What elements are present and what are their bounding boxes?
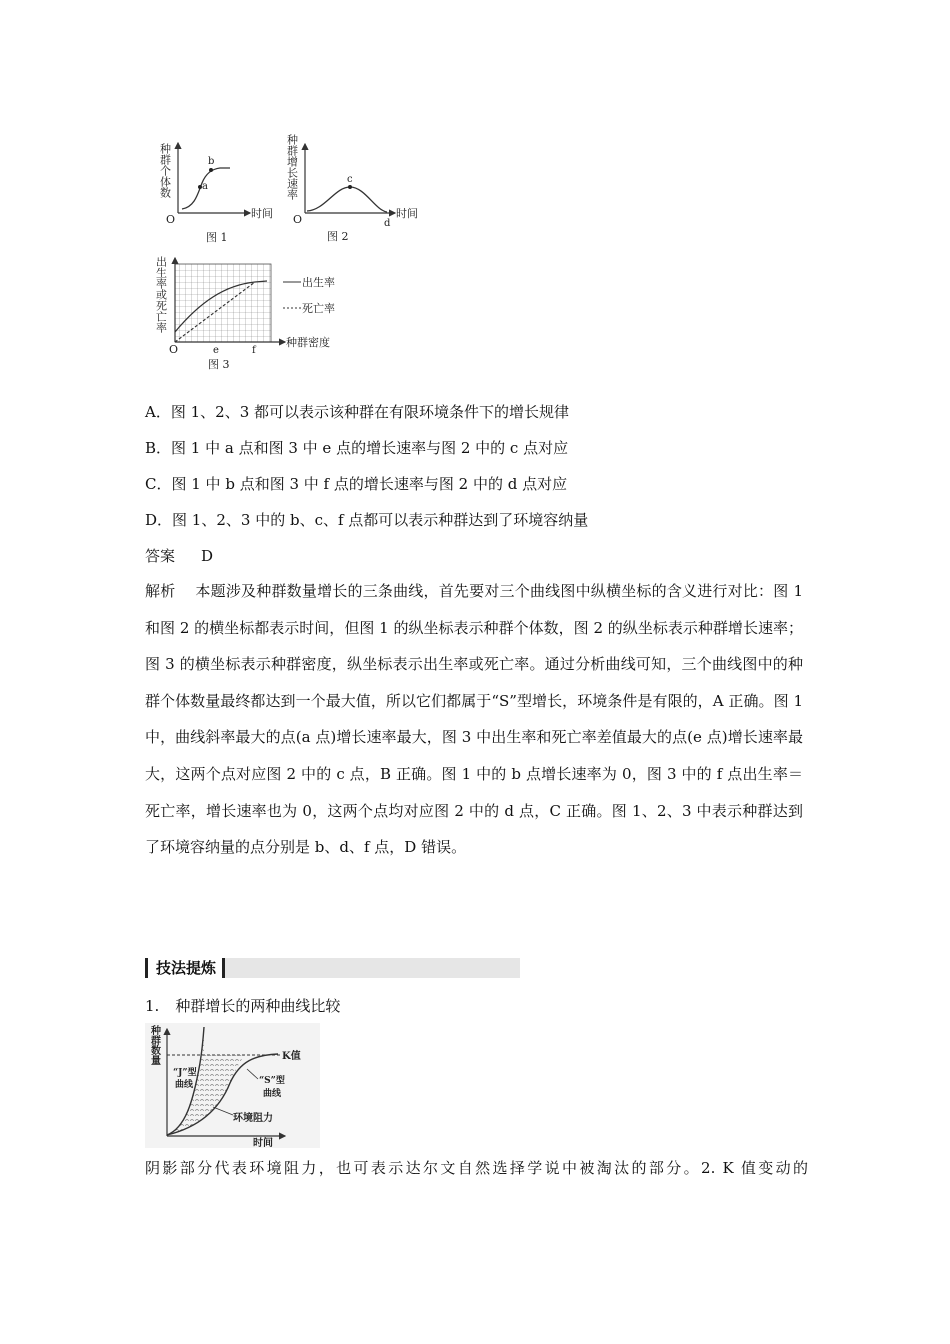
fig2-point-d: d [384,218,391,229]
option-a: A．图 1、2、3 都可以表示该种群在有限环境条件下的增长规律 [145,403,570,421]
answer [145,545,213,566]
figure-3 [155,252,355,374]
svg-text:a: a [202,181,208,192]
fig3-legend-birth: 出生率 [302,276,335,289]
figure-2 [280,130,430,245]
option-c: C．图 1 中 b 点和图 3 中 f 点的增长速率与图 2 中的 d 点对应 [145,475,568,493]
fig3-legend-death: 死亡率 [302,302,335,315]
bottom-paragraph: 阴影部分代表环境阻力，也可表示达尔文自然选择学说中被淘汰的部分。2. K 值变动的 [145,1159,808,1177]
fig3-grid [175,264,271,342]
fig1-y-label: 种群个体数 [158,143,172,198]
fig1-origin: O [166,213,176,226]
fig2-y-label: 种群增长速率 [285,134,299,200]
fig1-caption: 图 1 [206,231,228,244]
fig4-y-label: 种群数量 [148,1025,160,1065]
figure-jс-s-curves [145,1023,320,1148]
fig1-x-label: 时间 [251,207,273,220]
fig4-x-label: 时间 [253,1138,273,1149]
list-item-1: 1. 种群增长的两种曲线比较 [145,997,341,1015]
svg-text:“S”型: “S”型 [259,1076,285,1086]
svg-text:“J”型: “J”型 [173,1068,197,1078]
analysis-text: 本题涉及种群数量增长的三条曲线，首先要对三个曲线图中纵横坐标的含义进行对比：图 1 和图 2 的横坐标都表示时间，但图 1 的纵坐标表示种群个体数，图 2 的纵坐标表示种群增长速率；图 3 的横坐标表示种群密度，纵坐标表示出生率或死亡率。通过分析曲线可知，三个曲线图中的种群个体数量最终都达到一个最大值，所以它们都属于“S”型增长，环境条件是有限的，A 正确。图 1 中，曲线斜率最大的点(a 点)增长速率最大，图 3 中出生率和死亡率差值最大的点(e 点)增长速率最大，这两个点对应图 2 中的 c 点，B 正确。图 1 中的 b 点增长速率为 0，图 3 中的 f 点出生率＝死亡率，增长速率也为 0，这两个点均对应图 2 中的 d 点，C 正确。图 1、2、3 中表示种群达到了环境容纳量的点分别是 b、d、f 点，D 错误。 [145,582,803,857]
fig3-caption: 图 3 [208,358,230,371]
analysis-label: 解析 [145,582,176,600]
answer-label: 答案 [145,547,176,565]
figure-1 [150,135,290,245]
fig3-origin: O [169,343,179,356]
fig2-x-label: 时间 [396,207,418,220]
fig3-point-e: e [213,345,219,356]
fig3-point-f: f [252,345,256,356]
answer-value: D [201,547,214,565]
fig3-x-label: 种群密度 [286,336,330,349]
fig3-y-label: 出生率或死亡率 [154,256,168,333]
svg-text:c: c [347,174,353,185]
section-header [145,958,520,978]
svg-text:曲线: 曲线 [175,1080,194,1090]
svg-text:b: b [208,156,215,167]
analysis-paragraph [145,573,803,866]
section-title: 技法提炼 [148,958,222,978]
fig2-caption: 图 2 [327,230,349,243]
option-b: B．图 1 中 a 点和图 3 中 e 点的增长速率与图 2 中的 c 点对应 [145,439,569,457]
fig2-origin: O [293,213,303,226]
option-d: D．图 1、2、3 中的 b、c、f 点都可以表示种群达到了环境容纳量 [145,511,589,529]
fig1-point-b [209,168,213,172]
fig4-resistance-label: 环境阻力 [233,1113,273,1124]
fig4-k-label: K值 [282,1051,301,1062]
fig2-bell-curve [307,187,387,212]
fig2-point-c [348,185,352,189]
svg-text:曲线: 曲线 [263,1089,282,1099]
